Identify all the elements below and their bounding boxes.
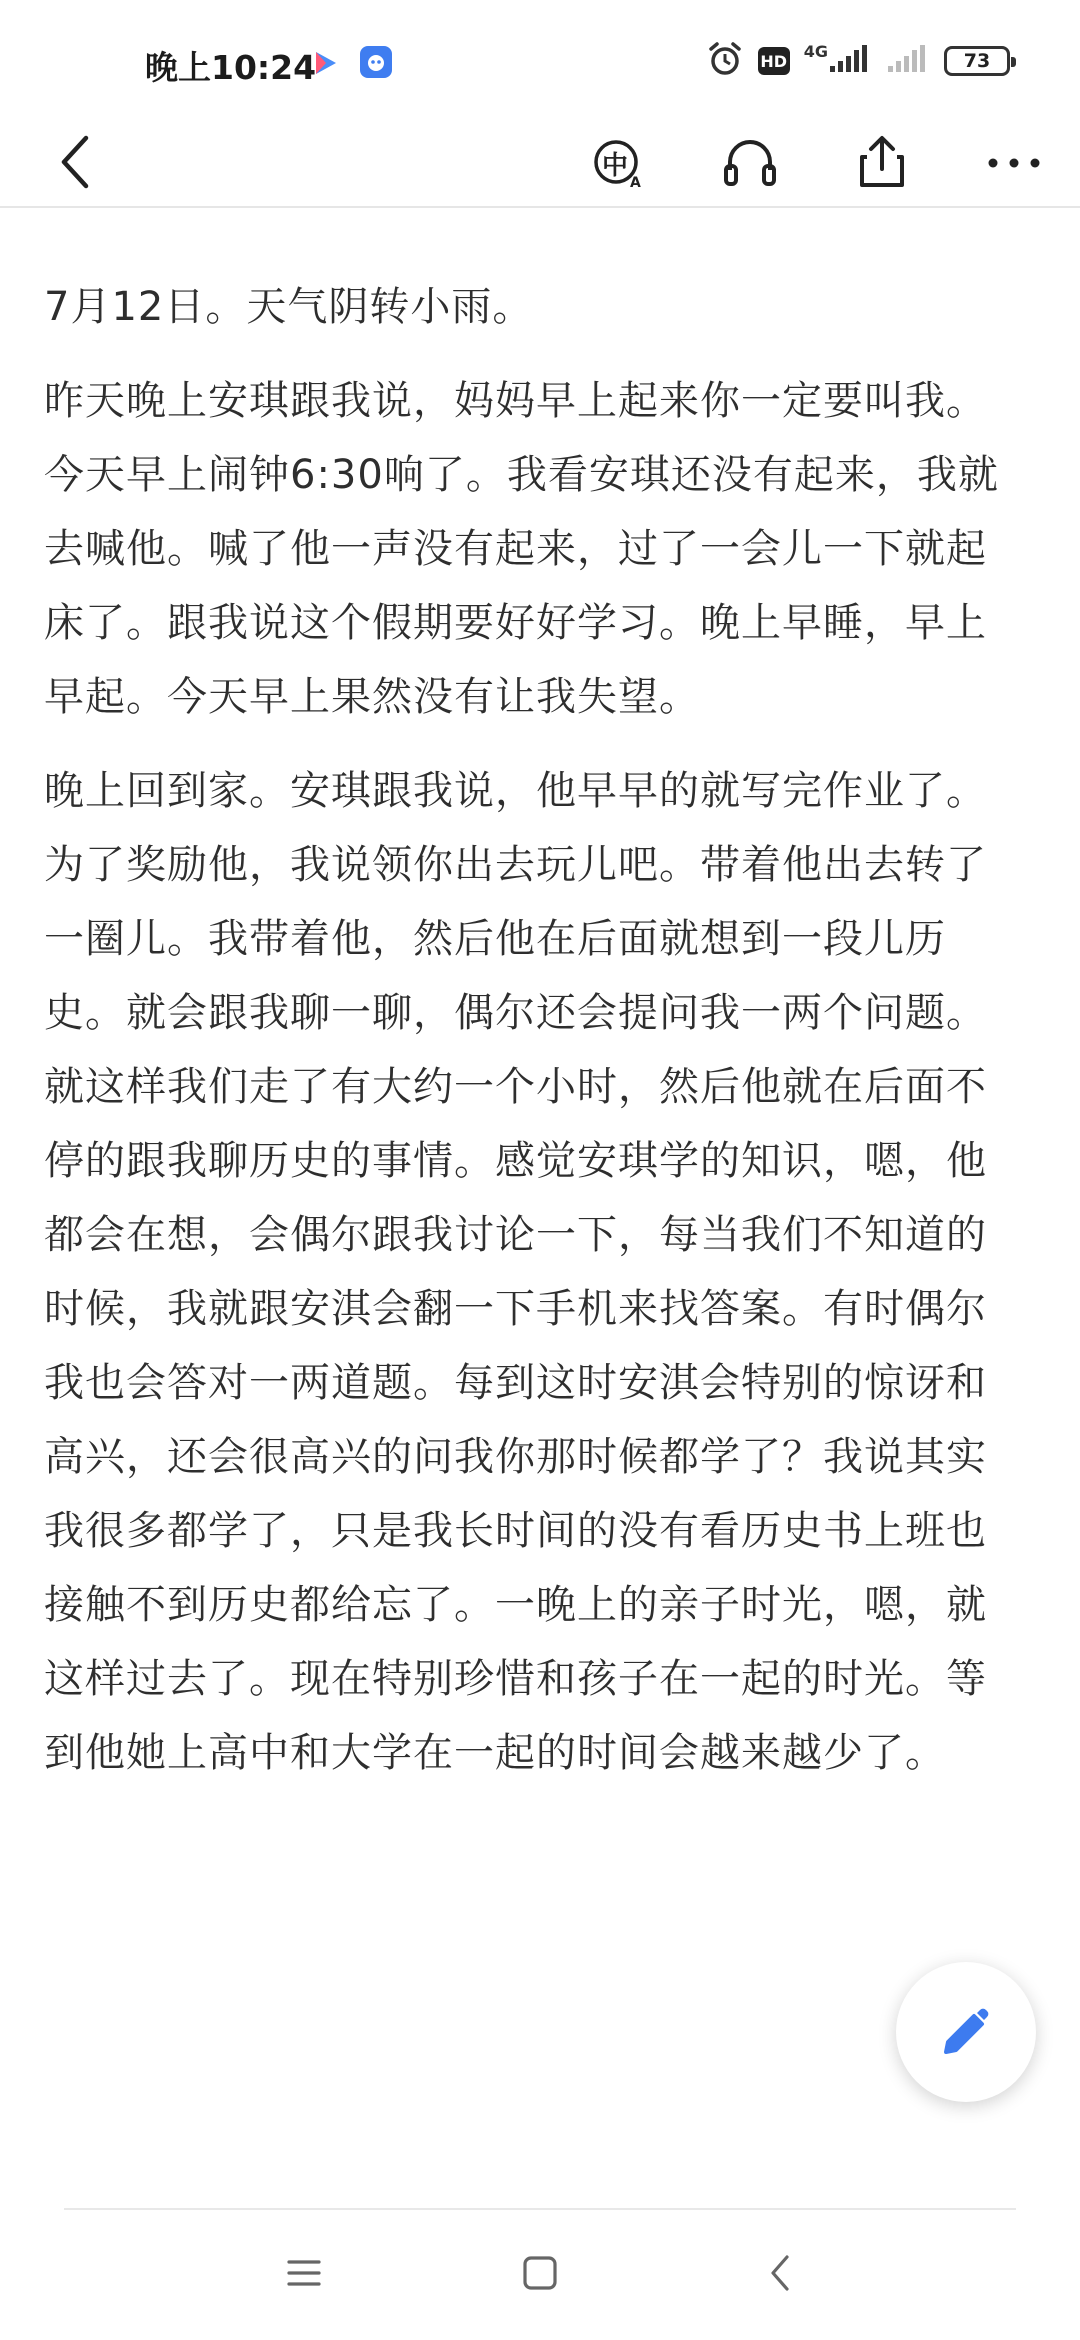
alarm-icon (706, 40, 744, 82)
note-toolbar (0, 120, 1080, 208)
status-time: 晚上10:24 (145, 48, 317, 87)
system-navigation-bar (0, 2210, 1080, 2340)
video-app-icon (310, 48, 340, 82)
system-back-button[interactable] (740, 2240, 820, 2310)
more-icon (986, 155, 1042, 174)
menu-icon (286, 2258, 322, 2292)
status-indicators (706, 40, 1010, 82)
listen-button[interactable] (710, 124, 790, 204)
back-icon (54, 132, 98, 196)
share-button[interactable] (842, 124, 922, 204)
chat-app-icon (358, 44, 394, 84)
edit-button[interactable] (896, 1962, 1036, 2102)
home-button[interactable] (500, 2240, 580, 2310)
signal-weak-icon (886, 44, 930, 78)
battery-indicator: 73 (944, 46, 1010, 76)
back-button[interactable] (36, 124, 116, 204)
back-icon (768, 2253, 792, 2297)
recents-button[interactable] (264, 2240, 344, 2310)
translate-button[interactable] (578, 124, 658, 204)
network-type: 4G (803, 41, 828, 61)
share-icon (857, 135, 907, 193)
hd-badge: HD (758, 47, 790, 75)
note-paragraph[interactable]: 昨天晚上安琪跟我说，妈妈早上起来你一定要叫我。今天早上闹钟6:30响了。我看安琪还没有起来，我就去喊他。喊了他一声没有起来，过了一会儿一下就起床了。跟我说这个假期要好好学习。晚上早睡，早上早起。今天早上果然没有让我失望。 (44, 378, 999, 720)
note-content[interactable] (44, 270, 1004, 1810)
note-paragraph[interactable]: 晚上回到家。安琪跟我说，他早早的就写完作业了。为了奖励他，我说领你出去玩儿吧。带着他出去转了一圈儿。我带着他，然后他在后面就想到一段儿历史。就会跟我聊一聊，偶尔还会提问我一两个问题。就这样我们走了有大约一个小时，然后他就在后面不停的跟我聊历史的事情。感觉安琪学的知识，嗯，他都会在想，会偶尔跟我讨论一下，每当我们不知道的时候，我就跟安淇会翻一下手机来找答案。有时偶尔我也会答对一两道题。每到这时安淇会特别的惊讶和高兴，还会很高兴的问我你那时候都学了？我说其实我很多都学了，只是我长时间的没有看历史书上班也接触不到历史都给忘了。一晚上的亲子时光，嗯，就这样过去了。现在特别珍惜和孩子在一起的时光。等到他她上高中和大学在一起的时间会越来越少了。 (44, 768, 987, 1776)
home-icon (522, 2255, 558, 2295)
translate-icon (591, 137, 645, 191)
svg-text:A: A (630, 175, 641, 191)
headphones-icon (722, 136, 778, 192)
note-paragraph-date[interactable]: 7月12日。天气阴转小雨。 (44, 284, 534, 330)
status-bar (0, 0, 1080, 120)
more-button[interactable] (974, 124, 1054, 204)
pencil-icon (938, 2002, 994, 2062)
translate-glyph: 中 (602, 151, 629, 181)
signal-icon (828, 44, 872, 78)
